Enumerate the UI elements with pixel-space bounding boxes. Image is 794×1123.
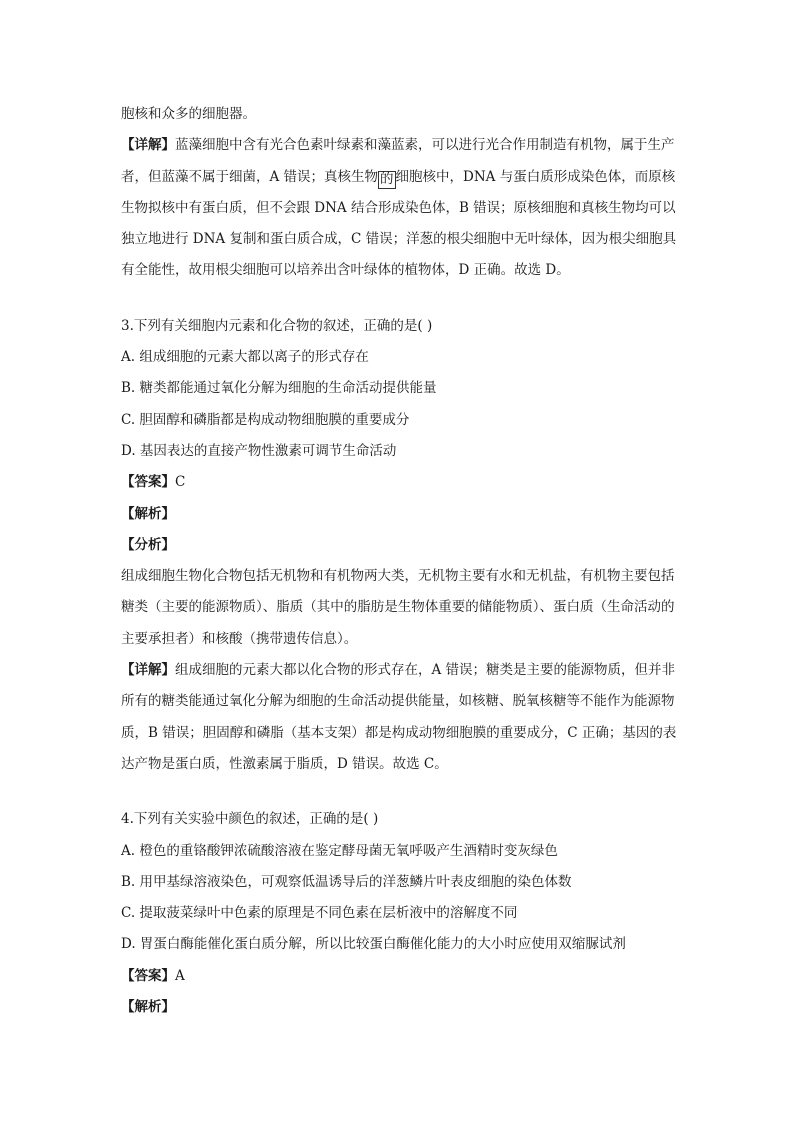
question-4-option-a: A. 橙色的重铬酸钾浓硫酸溶液在鉴定酵母菌无氧呼吸产生酒精时变灰绿色 (121, 842, 558, 859)
detail-paragraph-q3 (121, 655, 681, 780)
continued-text: 胞核和众多的细胞器。 (121, 106, 256, 122)
detail-tag: 【详解】 (121, 137, 175, 154)
fenxi-tag: 【分析】 (121, 536, 175, 553)
document-body (121, 99, 681, 1023)
question-3-stem: 3.下列有关细胞内元素和化合物的叙述，正确的是( ) (121, 317, 433, 334)
question-3-option-d: D. 基因表达的直接产物性激素可调节生命活动 (121, 442, 397, 459)
answer-tag: 【答案】 (121, 967, 175, 984)
question-4-option-c: C. 提取菠菜绿叶中色素的原理是不同色素在层析液中的溶解度不同 (121, 905, 518, 922)
analysis-tag: 【解析】 (121, 505, 175, 522)
answer-tag: 【答案】 (121, 474, 175, 491)
detail-text-a: 蓝藻细胞中含有光合色素叶绿素和藻蓝素，可以进行光合作用制造有机物，属于生产者，但蓝藻不属于细菌，A 错误；真核生物 (121, 137, 675, 185)
question-3-option-c: C. 胆固醇和磷脂都是构成动物细胞膜的重要成分 (121, 411, 410, 428)
detail-text: 组成细胞的元素大都以化合物的形式存在，A 错误；糖类是主要的能源物质，但并非所有的糖类能通过氧化分解为细胞的生命活动提供能量，如核糖、脱氧核糖等不能作为能源物质，B 错误；胆固醇和磷脂（基本支架）都是构成动物细胞膜的重要成分，C 正确；基因的表达产物是蛋白质，性激素属于脂质，D 错误。故选 C。 (121, 662, 677, 772)
question-3-option-a: A. 组成细胞的元素大都以离子的形式存在 (121, 349, 369, 366)
detail-paragraph-q2 (121, 130, 681, 286)
answer-value: A (175, 967, 185, 984)
detail-text-b: 细胞核中，DNA 与蛋白质形成染色体，而原核生物拟核中有蛋白质，但不会跟 DNA 结合形成染色体，B 错误；原核细胞和真核生物均可以独立地进行 DNA 复制和蛋白质合成，C 错误；洋葱的根尖细胞中无叶绿体，因为根尖细胞具有全能性，故用根尖细胞可以培养出含叶绿体的植物体，D 正确。故选 D。 (121, 168, 677, 279)
question-4-answer (121, 961, 681, 992)
question-4-stem: 4.下列有关实验中颜色的叙述，正确的是( ) (121, 811, 379, 828)
answer-value: C (175, 474, 186, 491)
fenxi-text: 组成细胞生物化合物包括无机物和有机物两大类，无机物主要有水和无机盐，有机物主要包括糖类（主要的能源物质）、脂质（其中的脂肪是生物体重要的储能物质）、蛋白质（生命活动的主要承担者）和核酸（携带遗传信息）。 (121, 568, 675, 647)
analysis-tag: 【解析】 (121, 999, 175, 1016)
question-4-option-b: B. 用甲基绿溶液染色，可观察低温诱导后的洋葱鳞片叶表皮细胞的染色体数 (121, 873, 572, 890)
question-4-option-d: D. 胃蛋白酶能催化蛋白质分解，所以比较蛋白酶催化能力的大小时应使用双缩脲试剂 (121, 936, 626, 953)
detail-tag: 【详解】 (121, 662, 175, 679)
question-3-answer (121, 467, 681, 498)
boxed-character: 的 (380, 170, 394, 187)
question-3-option-b: B. 糖类都能通过氧化分解为细胞的生命活动提供能量 (121, 380, 437, 397)
